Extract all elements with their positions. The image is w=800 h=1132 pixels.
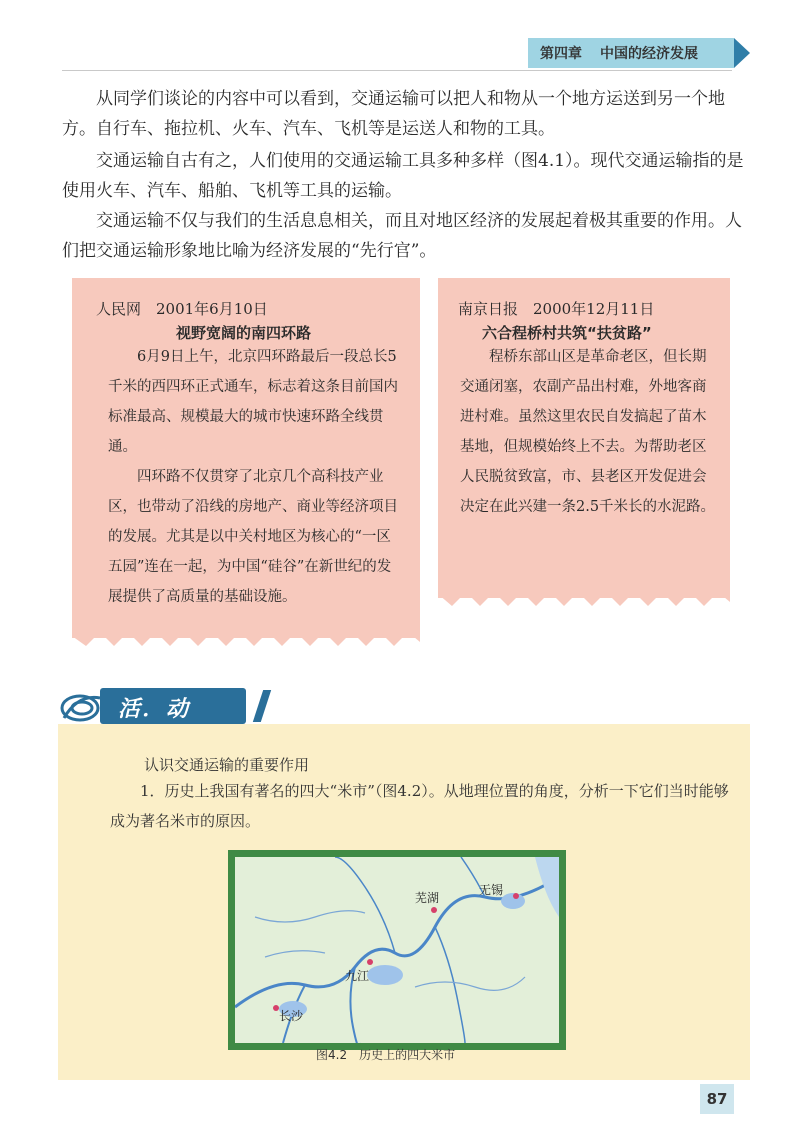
- chapter-number: 第四章: [540, 46, 582, 62]
- activity-task: 1．历史上我国有著名的四大“米市”（图4.2）。从地理位置的角度，分析一下它们当时能够成为著名米市的原因。: [110, 782, 729, 830]
- city-marker-icon: [513, 893, 519, 899]
- chapter-header-arrow-icon: [734, 38, 750, 68]
- news-title: 六合程桥村共筑“扶贫路”: [482, 324, 652, 342]
- activity-swirl-icon: [58, 688, 106, 728]
- city-label-jiujiang: 九江: [345, 969, 370, 983]
- city-label-changsha: 长沙: [279, 1009, 304, 1023]
- body-paragraph: 交通运输不仅与我们的生活息息相关，而且对地区经济的发展起着极其重要的作用。人们把交通运输形象地比喻为经济发展的“先行官”。: [62, 211, 742, 261]
- body-paragraph: 从同学们谈论的内容中可以看到，交通运输可以把人和物从一个地方运送到另一个地方。自行车、拖拉机、火车、汽车、飞机等是运送人和物的工具。: [62, 89, 725, 139]
- news-clipping-renmin: [72, 278, 420, 638]
- activity-banner: [58, 688, 218, 728]
- news-title: 视野宽阔的南四环路: [176, 324, 312, 342]
- news-source: 人民网 2001年6月10日: [96, 300, 268, 318]
- city-marker-icon: [431, 907, 437, 913]
- city-label-wuxi: 无锡: [479, 883, 504, 897]
- news-clipping-nanjing: [438, 278, 730, 598]
- city-marker-icon: [367, 959, 373, 965]
- activity-banner-slash: [253, 690, 271, 722]
- chapter-title: 中国的经济发展: [600, 46, 698, 62]
- activity-title: 认识交通运输的重要作用: [144, 756, 310, 774]
- news-source: 南京日报 2000年12月11日: [458, 300, 655, 318]
- chapter-header: [540, 43, 698, 63]
- page-number: 87: [700, 1084, 734, 1114]
- torn-edge: [72, 624, 420, 650]
- activity-label: 活．动: [118, 697, 191, 722]
- figure-caption: 图4.2 历史上的四大米市: [316, 1048, 456, 1062]
- body-paragraph: 交通运输自古有之，人们使用的交通运输工具多种多样（图4.1）。现代交通运输指的是使用火车、汽车、船舶、飞机等工具的运输。: [62, 151, 744, 201]
- news-paragraph: 程桥东部山区是革命老区，但长期交通闭塞，农副产品出村难，外地客商进村难。虽然这里农民自发搞起了苗木基地，但规模始终上不去。为帮助老区人民脱贫致富，市、县老区开发促进会决定在此兴建一条2.5千米长的水泥路。: [460, 349, 716, 515]
- header-divider: [62, 70, 732, 71]
- torn-edge: [438, 584, 730, 610]
- news-paragraph: 6月9日上午，北京四环路最后一段总长5千米的西四环正式通车，标志着这条目前国内标准最高、规模最大的城市快速环路全线贯通。: [108, 349, 398, 455]
- city-label-wuhu: 芜湖: [415, 891, 440, 905]
- news-paragraph: 四环路不仅贯穿了北京几个高科技产业区，也带动了沿线的房地产、商业等经济项目的发展。尤其是以中关村地区为核心的“一区五园”连在一起，为中国“硅谷”在新世纪的发展提供了高质量的基础设施。: [108, 469, 398, 605]
- rice-markets-map: [228, 850, 566, 1050]
